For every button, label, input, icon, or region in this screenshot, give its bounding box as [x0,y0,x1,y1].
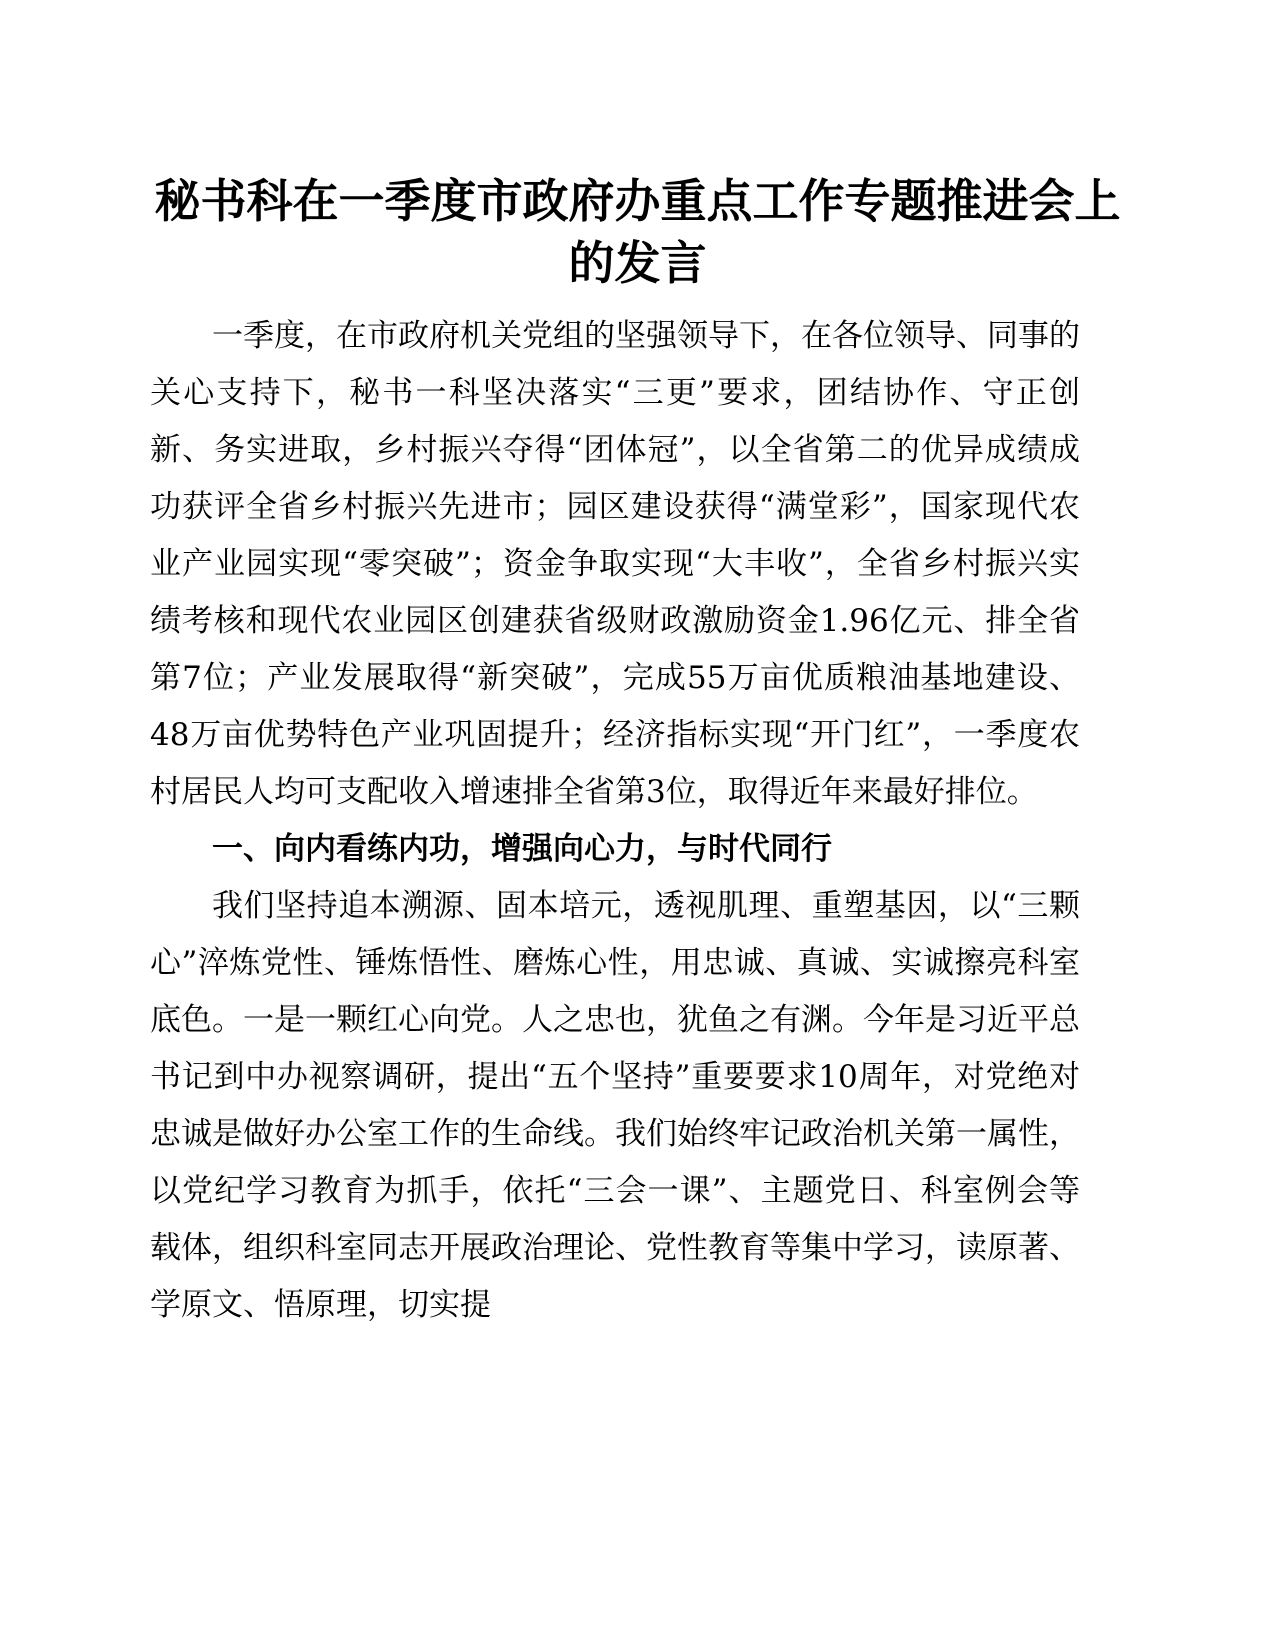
document-title: 秘书科在一季度市政府办重点工作专题推进会上的发言 [154,174,1121,290]
section-heading-1: 一、向内看练内功，增强向心力，与时代同行 [212,831,832,867]
paragraph-section-1: 我们坚持追本溯源、固本培元，透视肌理、重塑基因，以“三颗心”淬炼党性、锤炼悟性、磨炼心性，用忠诚、真诚、实诚擦亮科室底色。一是一颗红心向党。人之忠也，犹鱼之有渊。今年是习近平总书记到中办视察调研，提出“五个坚持”重要要求10周年，对党绝对忠诚是做好办公室工作的生命线。我们始终牢记政治机关第一属性，以党纪学习教育为抓手，依托“三会一课”、主题党日、科室例会等载体，组织科室同志开展政治理论、党性教育等集中学习，读原著、学原文、悟原理，切实提 [150,888,1080,1323]
paragraph-intro: 一季度，在市政府机关党组的坚强领导下，在各位领导、同事的关心支持下，秘书一科坚决落实“三更”要求，团结协作、守正创新、务实进取，乡村振兴夺得“团体冠”，以全省第二的优异成绩成功获评全省乡村振兴先进市；园区建设获得“满堂彩”，国家现代农业产业园实现“零突破”；资金争取实现“大丰收”，全省乡村振兴实绩考核和现代农业园区创建获省级财政激励资金1.96亿元、排全省第7位；产业发展取得“新突破”，完成55万亩优质粮油基地建设、48万亩优势特色产业巩固提升；经济指标实现“开门红”，一季度农村居民人均可支配收入增速排全省第3位，取得近年来最好排位。 [150,318,1080,810]
document-body [150,308,1080,1334]
